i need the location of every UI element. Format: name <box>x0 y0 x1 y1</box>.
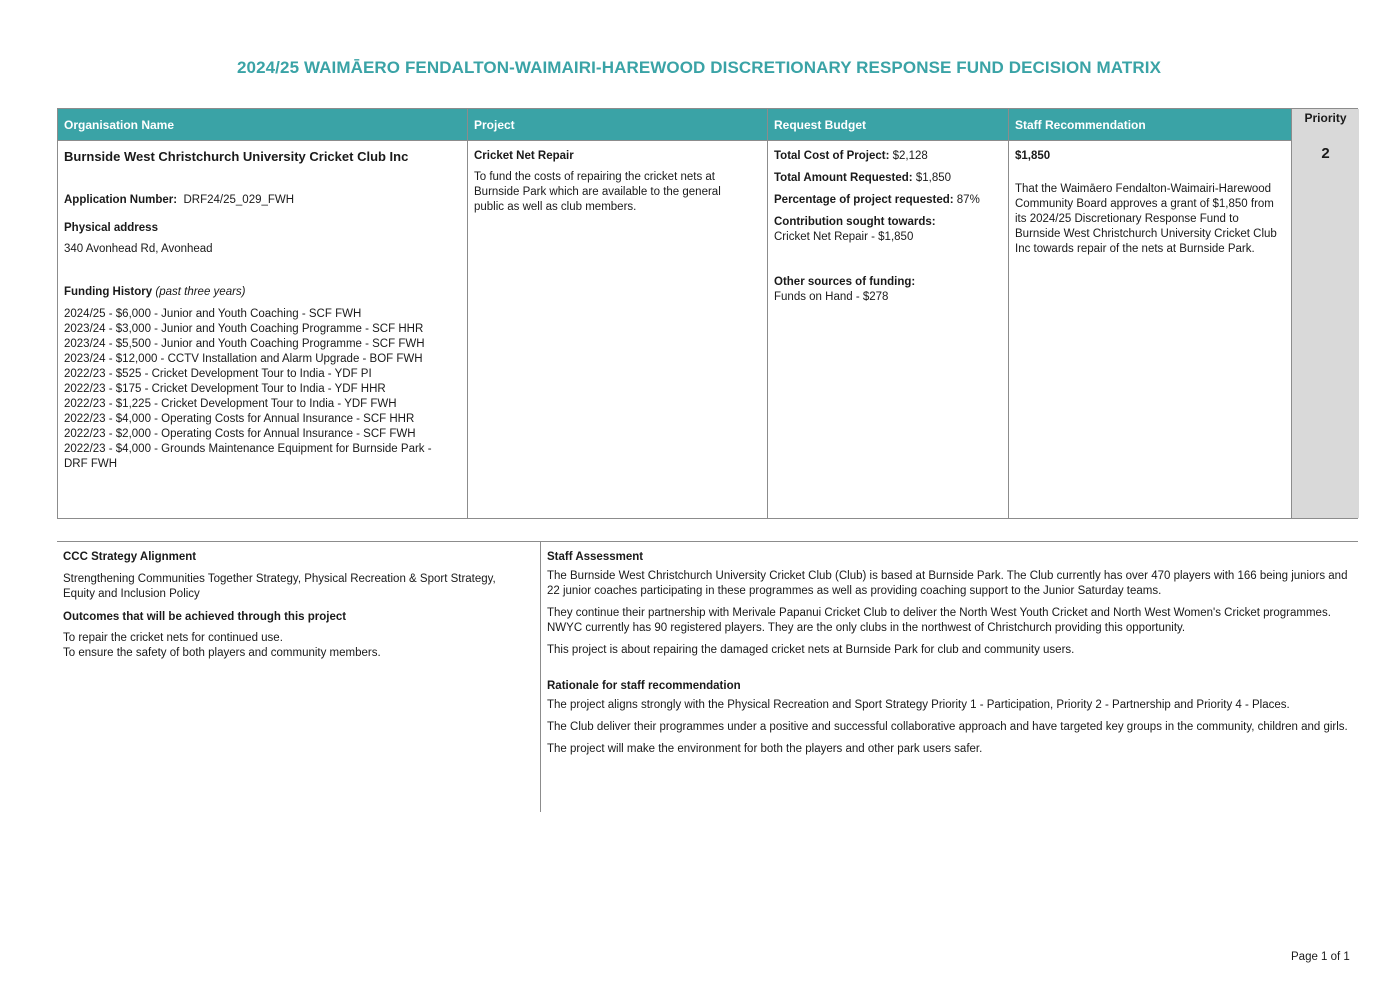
assessment-label: Staff Assessment <box>547 551 644 563</box>
header-project: Project <box>468 109 767 141</box>
assessment-section <box>57 541 1358 811</box>
header-priority: Priority <box>1292 109 1359 141</box>
total-requested-label: Total Amount Requested: <box>774 172 913 184</box>
percentage-label: Percentage of project requested: <box>774 194 954 206</box>
funding-note: (past three years) <box>155 286 246 298</box>
org-column <box>58 109 468 518</box>
priority-value: 2 <box>1321 145 1330 162</box>
address-value: 340 Avonhead Rd, Avonhead <box>64 243 213 255</box>
contribution-label: Contribution sought towards: <box>774 216 936 228</box>
other-funding-label: Other sources of funding: <box>774 276 916 288</box>
list-item: 2023/24 - $3,000 - Junior and Youth Coaching Programme - SCF HHR <box>64 323 424 335</box>
decision-matrix-table <box>57 108 1358 519</box>
staff-assessment-panel <box>541 542 1358 772</box>
application-number <box>64 193 461 208</box>
percentage-requested <box>774 193 1002 208</box>
outcome-item: To ensure the safety of both players and community members. <box>63 647 381 659</box>
funding-label: Funding History <box>64 286 153 298</box>
list-item: 2022/23 - $2,000 - Operating Costs for Annual Insurance - SCF FWH <box>64 428 416 440</box>
strategy-panel <box>57 542 541 812</box>
list-item: 2022/23 - $1,225 - Cricket Development Tour to India - YDF FWH <box>64 398 397 410</box>
staff-column <box>1009 109 1292 518</box>
list-item: 2022/23 - $4,000 - Grounds Maintenance Equipment for Burnside Park - DRF FWH <box>64 443 432 470</box>
percentage-value: 87% <box>956 194 980 206</box>
rationale-label: Rationale for staff recommendation <box>547 680 741 692</box>
total-cost-value: $2,128 <box>892 150 928 162</box>
list-item: 2023/24 - $12,000 - CCTV Installation and Alarm Upgrade - BOF FWH <box>64 353 423 365</box>
funding-history-list <box>64 307 461 472</box>
budget-column <box>768 109 1009 518</box>
other-funding-value: Funds on Hand - $278 <box>774 291 889 303</box>
app-number-value: DRF24/25_029_FWH <box>183 194 295 206</box>
list-item: 2023/24 - $5,500 - Junior and Youth Coaching Programme - SCF FWH <box>64 338 425 350</box>
staff-recommendation-text: That the Waimāero Fendalton-Waimairi-Harewood Community Board approves a grant of $1,850 from its 2024/25 Discretionary Response Fund to Burnside West Christchurch University Cricket Club Inc towards repair of the nets at Burnside Park. <box>1015 183 1277 255</box>
header-budget: Request Budget <box>768 109 1008 141</box>
assessment-paragraph: This project is about repairing the damaged cricket nets at Burnside Park for club and community users. <box>547 644 1075 656</box>
org-name: Burnside West Christchurch University Cricket Club Inc <box>64 149 409 164</box>
total-cost <box>774 149 1002 164</box>
list-item: 2022/23 - $525 - Cricket Development Tour to India - YDF PI <box>64 368 372 380</box>
page-title: 2024/25 WAIMĀERO FENDALTON-WAIMAIRI-HAREWOOD DISCRETIONARY RESPONSE FUND DECISION MATRIX <box>236 58 1162 77</box>
header-org: Organisation Name <box>58 109 467 141</box>
recommended-amount: $1,850 <box>1015 150 1051 162</box>
project-description: To fund the costs of repairing the cricket nets at Burnside Park which are available to the general public as well as club members. <box>474 171 721 213</box>
list-item: 2022/23 - $4,000 - Operating Costs for Annual Insurance - SCF HHR <box>64 413 415 425</box>
app-number-label: Application Number: <box>64 194 178 206</box>
header-staff: Staff Recommendation <box>1009 109 1291 141</box>
total-requested <box>774 171 1002 186</box>
outcome-item: To repair the cricket nets for continued use. <box>63 632 283 644</box>
funding-history-heading <box>64 285 461 300</box>
outcomes-label: Outcomes that will be achieved through this project <box>63 611 347 623</box>
rationale-paragraph: The Club deliver their programmes under a positive and successful collaborative approach and have targeted key groups in the community, children and girls. <box>547 721 1348 733</box>
strategy-text: Strengthening Communities Together Strategy, Physical Recreation & Sport Strategy, Equity and Inclusion Policy <box>63 573 496 600</box>
list-item: 2022/23 - $175 - Cricket Development Tour to India - YDF HHR <box>64 383 386 395</box>
assessment-paragraph: The Burnside West Christchurch University Cricket Club (Club) is based at Burnside Park. The Club currently has over 470 players with 166 being juniors and 22 junior coaches participating in these programmes as well as providing coaching support to the Junior Saturday teams. <box>547 570 1348 597</box>
project-name: Cricket Net Repair <box>474 150 574 162</box>
strategy-label: CCC Strategy Alignment <box>63 551 197 563</box>
priority-column <box>1292 109 1359 518</box>
address-label: Physical address <box>64 222 158 234</box>
list-item: 2024/25 - $6,000 - Junior and Youth Coaching - SCF FWH <box>64 308 362 320</box>
total-requested-value: $1,850 <box>915 172 952 184</box>
contribution-value: Cricket Net Repair - $1,850 <box>774 231 914 243</box>
rationale-paragraph: The project aligns strongly with the Physical Recreation and Sport Strategy Priority 1 - Participation, Priority 2 - Partnership and Priority 4 - Places. <box>547 699 1290 711</box>
assessment-paragraph: They continue their partnership with Merivale Papanui Cricket Club to deliver the North West Youth Cricket and North West Women's Cricket programmes. NWYC currently has 90 registered players. They are the only clubs in the northwest of Christchurch providing this opportunity. <box>547 607 1331 634</box>
page-number: Page 1 of 1 <box>1291 951 1350 963</box>
total-cost-label: Total Cost of Project: <box>774 150 890 162</box>
project-column <box>468 109 768 518</box>
rationale-paragraph: The project will make the environment for both the players and other park users safer. <box>547 743 983 755</box>
